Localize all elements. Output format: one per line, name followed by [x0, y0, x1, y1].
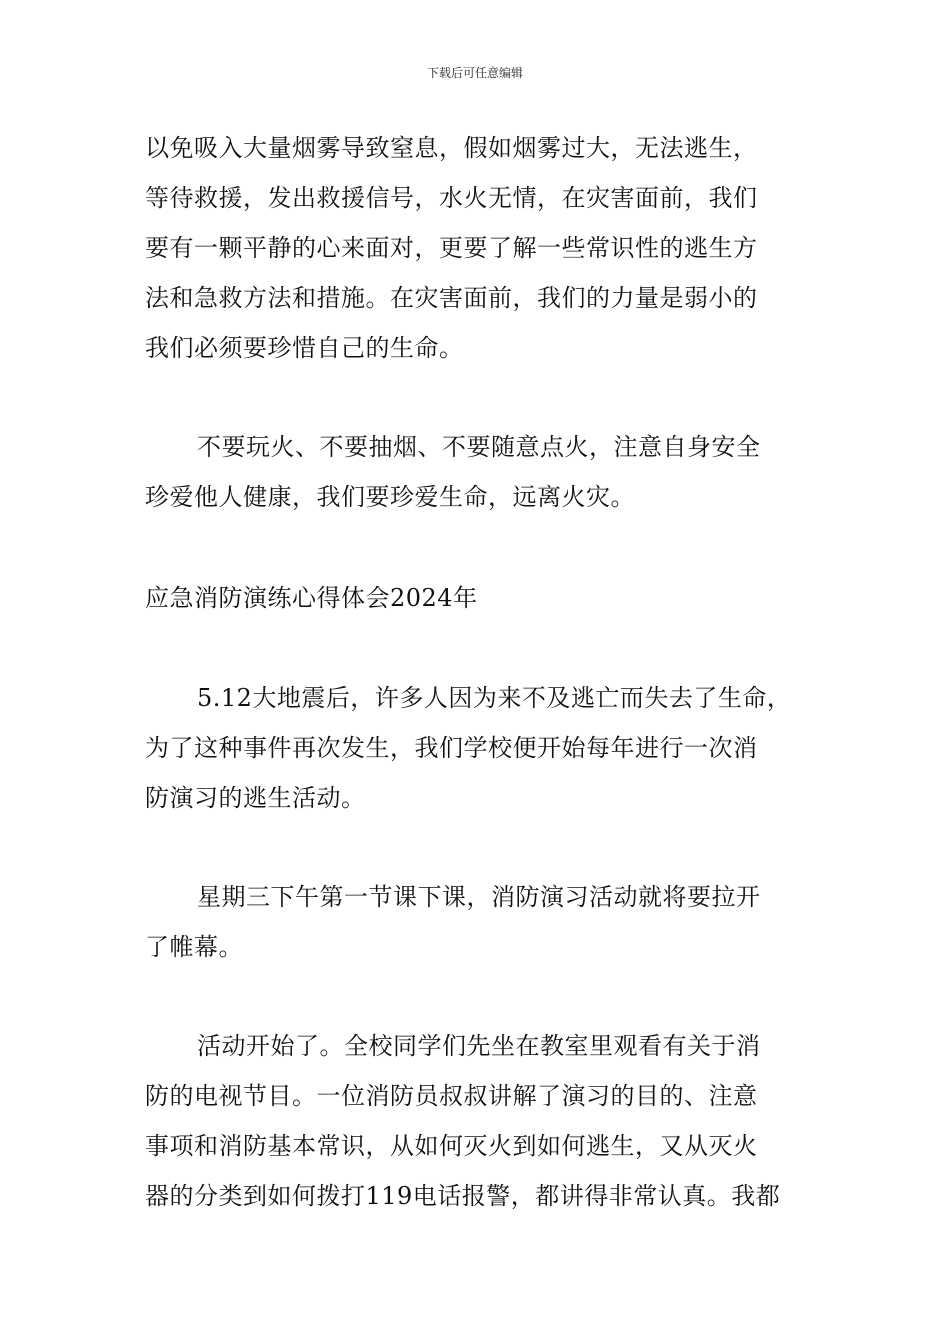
- page-header: 下载后可任意编辑: [426, 66, 523, 80]
- text-line: 器的分类到如何拨打119电话报警，都讲得非常认真。我都: [145, 1182, 781, 1210]
- text-line: 等待救援，发出救援信号，水火无情，在灾害面前，我们: [145, 184, 758, 212]
- text-line: 事项和消防基本常识，从如何灭火到如何逃生，又从灭火: [145, 1132, 758, 1160]
- text-line: 星期三下午第一节课下课，消防演习活动就将要拉开: [197, 883, 761, 911]
- text-line: 5.12大地震后，许多人因为来不及逃亡而失去了生命，: [197, 684, 792, 712]
- text-line: 不要玩火、不要抽烟、不要随意点火，注意自身安全: [197, 433, 761, 461]
- text-line: 要有一颗平静的心来面对，更要了解一些常识性的逃生方: [145, 234, 758, 262]
- text-line: 防演习的逃生活动。: [145, 784, 366, 812]
- text-line: 为了这种事件再次发生，我们学校便开始每年进行一次消: [145, 734, 758, 762]
- text-line: 法和急救方法和措施。在灾害面前，我们的力量是弱小的: [145, 284, 758, 312]
- text-line: 珍爱他人健康，我们要珍爱生命，远离火灾。: [145, 483, 635, 511]
- section-title: 应急消防演练心得体会2024年: [145, 584, 478, 612]
- text-line: 活动开始了。全校同学们先坐在教室里观看有关于消: [197, 1032, 761, 1060]
- text-line: 我们必须要珍惜自己的生命。: [145, 334, 464, 362]
- text-line: 以免吸入大量烟雾导致窒息，假如烟雾过大，无法逃生，: [145, 134, 758, 162]
- text-line: 防的电视节目。一位消防员叔叔讲解了演习的目的、注意: [145, 1082, 758, 1110]
- text-line: 了帷幕。: [145, 933, 243, 961]
